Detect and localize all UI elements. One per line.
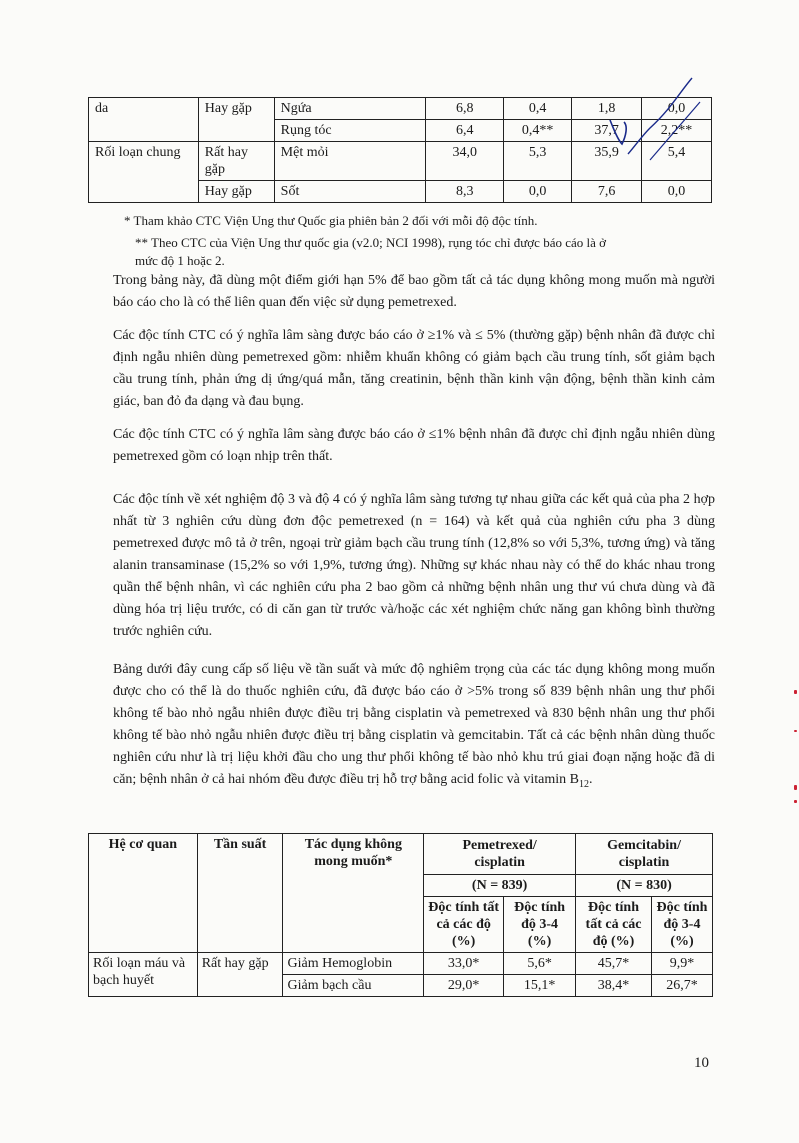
effect-cell: Giảm Hemoglobin — [283, 953, 424, 975]
frequency-cell: Rất hay gặp — [197, 953, 283, 997]
value-cell: 1,8 — [572, 98, 642, 120]
adverse-effects-table-top — [88, 97, 712, 203]
value-cell: 0,0 — [642, 181, 712, 203]
header-effect: Tác dụng không mong muốn* — [283, 834, 424, 953]
effect-cell: Giảm bạch cầu — [283, 975, 424, 997]
value-cell: 38,4* — [576, 975, 652, 997]
value-cell: 0,4 — [504, 98, 572, 120]
value-cell: 45,7* — [576, 953, 652, 975]
value-cell: 35,9 — [572, 142, 642, 181]
adverse-effects-table-bottom — [88, 833, 713, 997]
value-cell: 5,4 — [642, 142, 712, 181]
table-header-row — [89, 834, 713, 875]
table-row — [89, 142, 712, 181]
footnote-ctc: * Tham khảo CTC Viện Ung thư Quốc gia phiên bản 2 đối với mỗi độ độc tính. — [124, 213, 538, 228]
system-cell: Rối loạn chung — [89, 142, 199, 203]
intro-period: . — [589, 772, 593, 787]
value-cell: 9,9* — [651, 953, 712, 975]
table-row — [89, 953, 713, 975]
header-pemetrexed-n: (N = 839) — [424, 875, 576, 897]
value-cell: 2,2** — [642, 120, 712, 142]
header-grade-3-4: Độc tính độ 3-4 (%) — [504, 897, 576, 953]
header-all-grades: Độc tính tất cả các độ (%) — [576, 897, 652, 953]
value-cell: 0,0 — [642, 98, 712, 120]
page-number: 10 — [694, 1055, 709, 1071]
paragraph-rare-toxicities: Các độc tính CTC có ý nghĩa lâm sàng được báo cáo ở ≤1% bệnh nhân đã được chỉ định ngẫu nhiên dùng pemetrexed gồm có loạn nhịp trên thất. — [113, 427, 715, 464]
header-system: Hệ cơ quan — [89, 834, 198, 953]
value-cell: 37,7 — [572, 120, 642, 142]
footnote-nci: ** Theo CTC của Viện Ung thư quốc gia (v2.0; NCI 1998), rụng tóc chỉ được báo cáo là ở — [135, 235, 607, 250]
table-row — [89, 98, 712, 120]
header-all-grades: Độc tính tất cả các độ (%) — [424, 897, 504, 953]
header-grade-3-4: Độc tính độ 3-4 (%) — [651, 897, 712, 953]
frequency-cell: Hay gặp — [198, 98, 274, 142]
footnote-nci-cont: mức độ 1 hoặc 2. — [135, 253, 225, 268]
value-cell: 34,0 — [426, 142, 504, 181]
value-cell: 15,1* — [504, 975, 576, 997]
intro-text: Bảng dưới đây cung cấp số liệu về tần suất và mức độ nghiêm trọng của các tác dụng không mong muốn được cho có thể là do thuốc nghiên cứu, đã được báo cáo ở >5% trong số 839 bệnh nhân ung thư phổi không tế bào nhỏ ngẫu nhiên được điều trị bằng cisplatin và pemetrexed và 830 bệnh nhân ung thư phổi không tế bào nhỏ ngẫu nhiên được điều trị bằng cisplatin và gemcitabin. Tất cả các bệnh nhân dùng thuốc nghiên cứu như là trị liệu khởi đầu cho ung thư phổi không tế bào nhỏ khu trú giai đoạn nặng hoặc đã di căn; bệnh nhân ở cả hai nhóm đều được điều trị hỗ trợ bằng acid folic và vitamin B — [113, 662, 715, 787]
value-cell: 0,4** — [504, 120, 572, 142]
frequency-cell: Rất hay gặp — [198, 142, 274, 181]
vitamin-subscript: 12 — [579, 778, 589, 790]
value-cell: 6,4 — [426, 120, 504, 142]
system-cell: Rối loạn máu và bạch huyết — [89, 953, 198, 997]
value-cell: 5,6* — [504, 953, 576, 975]
effect-cell: Mệt mỏi — [274, 142, 426, 181]
value-cell: 5,3 — [504, 142, 572, 181]
value-cell: 0,0 — [504, 181, 572, 203]
paragraph-table-intro — [113, 659, 715, 796]
paragraph-common-toxicities: Các độc tính CTC có ý nghĩa lâm sàng được báo cáo ở ≥1% và ≤ 5% (thường gặp) bệnh nhân đã được chỉ định ngẫu nhiên dùng pemetrexed gồm: nhiễm khuẩn không có giảm bạch cầu trung tính, sốt giảm bạch cầu trung tính, phản ứng dị ứng/quá mẫn, tăng creatinin, bệnh thần kinh vận động, bệnh thần kinh cảm giác, ban đỏ đa dạng và đau bụng. — [113, 328, 715, 409]
effect-cell: Ngứa — [274, 98, 426, 120]
header-frequency: Tần suất — [197, 834, 283, 953]
paragraph-cutoff: Trong bảng này, đã dùng một điểm giới hạn 5% để bao gồm tất cả tác dụng không mong muốn mà người báo cáo cho là có thể liên quan đến việc sử dụng pemetrexed. — [113, 273, 715, 310]
value-cell: 26,7* — [651, 975, 712, 997]
value-cell: 8,3 — [426, 181, 504, 203]
header-pemetrexed: Pemetrexed/ cisplatin — [424, 834, 576, 875]
value-cell: 7,6 — [572, 181, 642, 203]
value-cell: 6,8 — [426, 98, 504, 120]
header-gemcitabin-n: (N = 830) — [576, 875, 713, 897]
system-cell: da — [89, 98, 199, 142]
scan-edge-marks — [791, 690, 799, 810]
value-cell: 29,0* — [424, 975, 504, 997]
effect-cell: Sốt — [274, 181, 426, 203]
paragraph-lab-toxicities: Các độc tính về xét nghiệm độ 3 và độ 4 có ý nghĩa lâm sàng tương tự nhau giữa các kết quả của pha 2 hợp nhất từ 3 nghiên cứu dùng đơn độc pemetrexed (n = 164) và kết quả của nghiên cứu pha 3 dùng pemetrexed được mô tả ở trên, ngoại trừ giảm bạch cầu trung tính (12,8% so với 5,3%, tương ứng) và tăng alanin transaminase (15,2% so với 1,9%, tương ứng). Những sự khác nhau này có thể do khác nhau trong quần thể bệnh nhân, vì các nghiên cứu pha 2 bao gồm cả những bệnh nhân ung thư vú chưa dùng và đã dùng hóa trị liệu trước, có di căn gan từ trước và/hoặc các xét nghiệm chức năng gan không bình thường trước nghiên cứu. — [113, 492, 715, 639]
frequency-cell: Hay gặp — [198, 181, 274, 203]
effect-cell: Rụng tóc — [274, 120, 426, 142]
header-gemcitabin: Gemcitabin/ cisplatin — [576, 834, 713, 875]
value-cell: 33,0* — [424, 953, 504, 975]
